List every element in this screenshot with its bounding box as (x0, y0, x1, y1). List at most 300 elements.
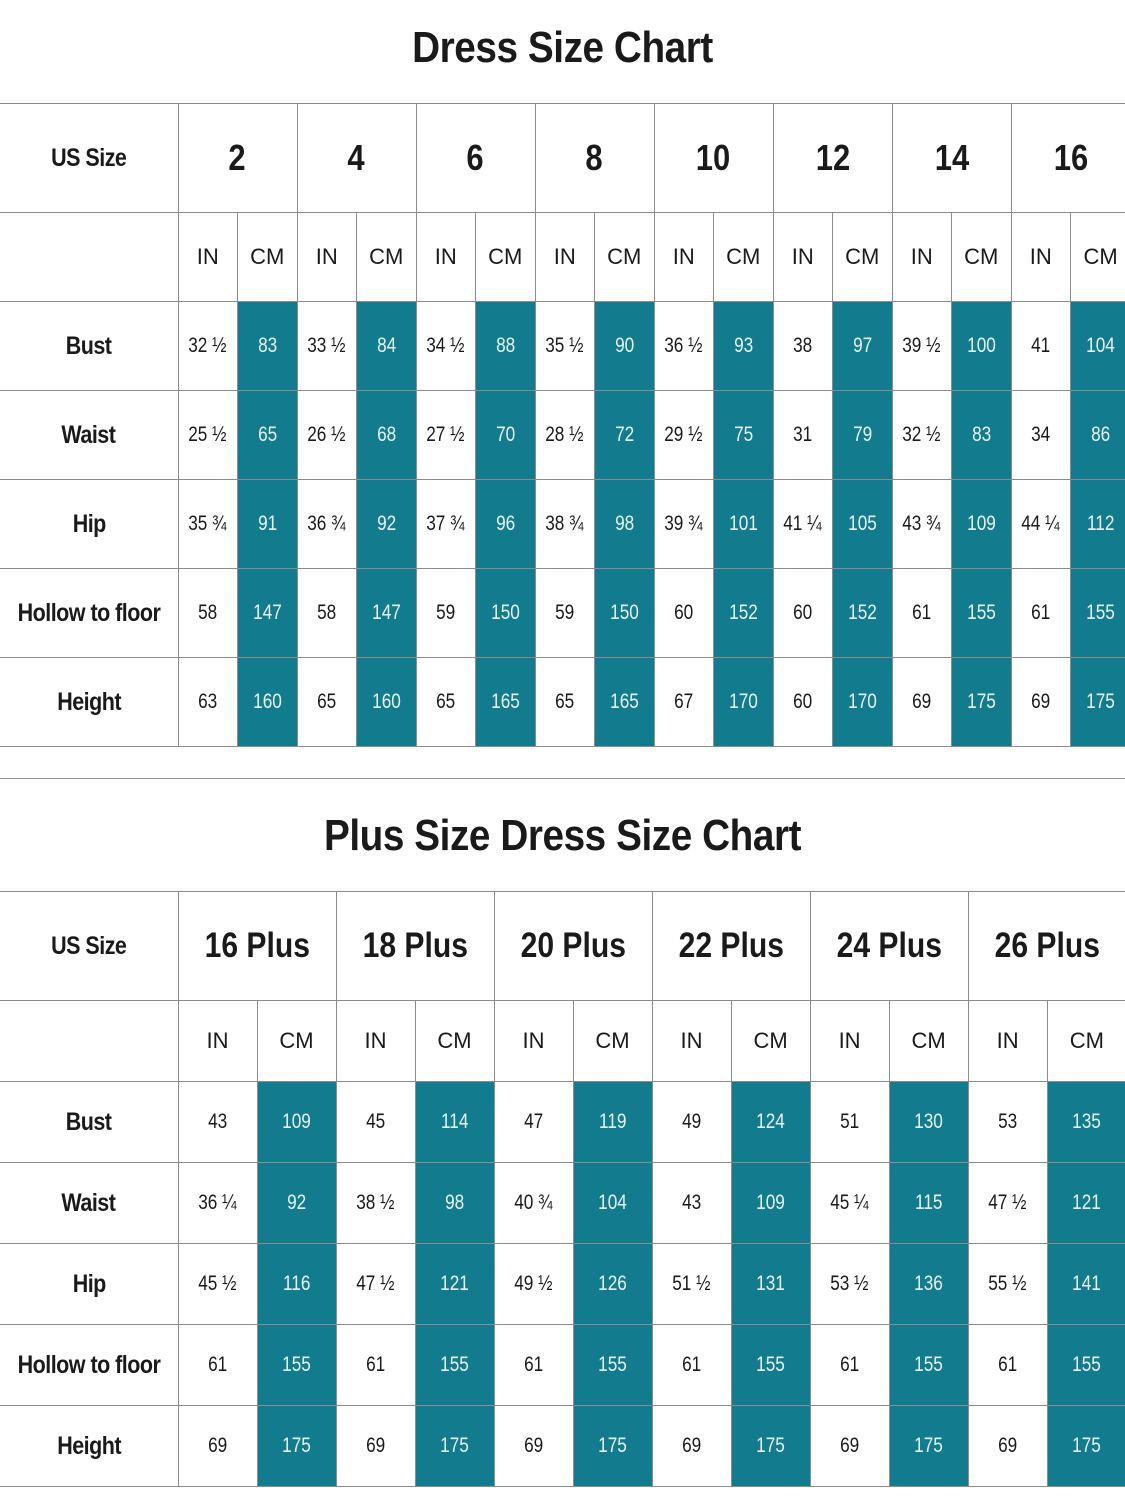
us-size-label (0, 892, 178, 1001)
measurement-label-text: Hip (72, 1269, 106, 1298)
value-in-cell (652, 1163, 731, 1244)
value-in-cell (810, 1082, 889, 1163)
value-in-cell (654, 480, 714, 569)
value-in-cell (892, 569, 952, 658)
value-in-cell (968, 1163, 1047, 1244)
value-in: 43 (681, 1191, 702, 1214)
empty-cell (0, 1001, 178, 1082)
value-in-cell (297, 391, 357, 480)
value-in-cell (654, 302, 714, 391)
value-in: 61 (523, 1353, 544, 1376)
value-cm: 91 (257, 512, 277, 535)
size-header (810, 892, 968, 1001)
value-in-cell (297, 480, 357, 569)
value-in-cell (494, 1082, 573, 1163)
value-in: 60 (793, 601, 813, 624)
measurement-label (0, 391, 178, 480)
value-cm-cell (257, 1406, 336, 1487)
value-in: 47 ½ (988, 1191, 1027, 1214)
value-cm: 155 (1086, 601, 1115, 624)
measurement-row (0, 1082, 1125, 1163)
value-cm: 75 (733, 423, 753, 446)
value-in-cell (336, 1325, 415, 1406)
measurement-label (0, 569, 178, 658)
value-cm-cell (1071, 658, 1125, 747)
value-in: 49 ½ (514, 1272, 553, 1295)
value-in: 53 ½ (830, 1272, 869, 1295)
value-in: 60 (674, 601, 694, 624)
value-in-cell (178, 658, 238, 747)
value-in: 61 (839, 1353, 860, 1376)
us-size-label-text: US Size (51, 143, 127, 172)
value-cm-cell (573, 1163, 652, 1244)
size-table (0, 103, 1125, 747)
value-cm: 175 (1072, 1434, 1102, 1457)
value-cm: 152 (847, 601, 877, 624)
value-in: 40 ¾ (514, 1191, 553, 1214)
value-cm-cell (357, 480, 417, 569)
unit-cm-header: CM (476, 213, 536, 302)
unit-cm-header: CM (595, 213, 655, 302)
value-cm-cell (1047, 1325, 1125, 1406)
value-in-cell (535, 302, 595, 391)
value-in-cell (494, 1244, 573, 1325)
size-header (654, 104, 773, 213)
value-cm-cell (952, 569, 1012, 658)
value-in: 41 ¼ (783, 512, 822, 535)
value-cm-cell (595, 391, 655, 480)
unit-cm-header: CM (714, 213, 774, 302)
value-in: 51 ½ (672, 1272, 711, 1295)
value-in-cell (178, 1244, 257, 1325)
value-cm: 84 (376, 334, 396, 357)
value-in-cell (968, 1082, 1047, 1163)
value-cm-cell (573, 1325, 652, 1406)
value-in: 34 ½ (426, 334, 465, 357)
value-in: 69 (1031, 690, 1051, 713)
measurement-label-text: Hollow to floor (17, 1350, 161, 1379)
value-in-cell (297, 569, 357, 658)
value-in: 32 ½ (902, 423, 941, 446)
value-cm: 175 (440, 1434, 469, 1457)
value-in: 59 (436, 601, 456, 624)
measurement-row (0, 391, 1125, 480)
size-header (773, 104, 892, 213)
value-in-cell (652, 1244, 731, 1325)
size-header-text: 16 Plus (204, 926, 310, 965)
unit-cm-header: CM (952, 213, 1012, 302)
value-in: 60 (793, 690, 813, 713)
unit-in-header: IN (535, 213, 595, 302)
value-cm-cell (595, 480, 655, 569)
value-cm: 165 (490, 690, 520, 713)
value-cm-cell (889, 1163, 968, 1244)
value-cm: 65 (257, 423, 277, 446)
value-cm-cell (573, 1406, 652, 1487)
unit-in-header: IN (178, 213, 238, 302)
value-in-cell (652, 1325, 731, 1406)
value-in: 41 (1031, 334, 1051, 357)
value-cm: 155 (1072, 1353, 1102, 1376)
value-in: 67 (674, 690, 694, 713)
value-in: 44 ¼ (1021, 512, 1060, 535)
value-in-cell (416, 480, 476, 569)
value-in: 38 ½ (356, 1191, 395, 1214)
unit-row (0, 1001, 1125, 1082)
unit-in-header: IN (968, 1001, 1047, 1082)
value-in: 47 ½ (356, 1272, 395, 1295)
value-in: 61 (997, 1353, 1018, 1376)
value-cm: 124 (756, 1110, 785, 1133)
value-in-cell (535, 658, 595, 747)
value-cm: 100 (966, 334, 996, 357)
unit-in-header: IN (810, 1001, 889, 1082)
value-in: 35 ½ (545, 334, 584, 357)
value-cm: 155 (756, 1353, 785, 1376)
value-cm: 93 (733, 334, 753, 357)
unit-cm-header: CM (357, 213, 417, 302)
value-in-cell (810, 1163, 889, 1244)
unit-in-header: IN (892, 213, 952, 302)
value-in-cell (336, 1406, 415, 1487)
size-header (178, 892, 336, 1001)
value-cm: 121 (440, 1272, 469, 1295)
value-cm-cell (833, 302, 893, 391)
us-size-label (0, 104, 178, 213)
value-cm: 155 (440, 1353, 469, 1376)
plus-size-dress-size-chart (0, 781, 1125, 1460)
size-header (968, 892, 1125, 1001)
value-in: 49 (681, 1110, 702, 1133)
value-cm-cell (476, 569, 536, 658)
value-cm-cell (238, 302, 298, 391)
value-in-cell (968, 1244, 1047, 1325)
value-cm: 155 (282, 1353, 311, 1376)
value-cm-cell (257, 1244, 336, 1325)
value-cm: 79 (852, 423, 872, 446)
value-cm-cell (731, 1082, 810, 1163)
value-cm-cell (476, 480, 536, 569)
value-cm-cell (415, 1406, 494, 1487)
value-in-cell (1011, 480, 1071, 569)
value-cm: 96 (495, 512, 515, 535)
value-cm-cell (595, 658, 655, 747)
measurement-label (0, 1406, 178, 1487)
value-cm: 175 (966, 690, 996, 713)
value-cm: 175 (1086, 690, 1115, 713)
value-cm: 109 (282, 1110, 311, 1133)
value-cm-cell (714, 391, 774, 480)
value-in: 36 ¾ (307, 512, 346, 535)
empty-cell (0, 213, 178, 302)
value-cm: 92 (376, 512, 396, 535)
size-header (892, 104, 1011, 213)
unit-in-header: IN (494, 1001, 573, 1082)
value-cm-cell (1047, 1082, 1125, 1163)
unit-cm-header: CM (257, 1001, 336, 1082)
section-divider (0, 778, 1125, 779)
value-cm: 104 (598, 1191, 627, 1214)
measurement-row (0, 658, 1125, 747)
unit-cm-header: CM (415, 1001, 494, 1082)
value-cm-cell (595, 302, 655, 391)
value-in: 61 (365, 1353, 386, 1376)
size-header-text: 22 Plus (678, 926, 784, 965)
value-cm-cell (357, 302, 417, 391)
value-in: 28 ½ (545, 423, 584, 446)
value-in-cell (494, 1163, 573, 1244)
value-cm-cell (1071, 391, 1125, 480)
value-cm-cell (952, 480, 1012, 569)
measurement-row (0, 1244, 1125, 1325)
size-header-text: 10 (696, 137, 731, 178)
value-cm: 72 (614, 423, 634, 446)
value-cm: 109 (966, 512, 996, 535)
value-in: 36 ¼ (198, 1191, 237, 1214)
value-cm: 175 (598, 1434, 627, 1457)
value-cm-cell (357, 391, 417, 480)
value-cm: 92 (286, 1191, 307, 1214)
value-in-cell (810, 1406, 889, 1487)
value-in-cell (654, 569, 714, 658)
value-cm: 135 (1072, 1110, 1102, 1133)
measurement-label-text: Hollow to floor (17, 598, 161, 627)
value-in-cell (535, 480, 595, 569)
value-in-cell (654, 658, 714, 747)
value-in: 33 ½ (307, 334, 346, 357)
value-cm: 136 (914, 1272, 943, 1295)
value-in: 39 ½ (902, 334, 941, 357)
value-in-cell (1011, 302, 1071, 391)
measurement-label (0, 480, 178, 569)
value-cm: 121 (1072, 1191, 1102, 1214)
value-cm-cell (1071, 569, 1125, 658)
measurement-label-text: Height (56, 687, 121, 716)
value-cm: 150 (490, 601, 520, 624)
size-header-text: 18 Plus (362, 926, 468, 965)
size-header (1011, 104, 1125, 213)
measurement-row (0, 302, 1125, 391)
measurement-label (0, 1325, 178, 1406)
value-cm: 155 (914, 1353, 943, 1376)
value-cm: 165 (609, 690, 639, 713)
value-in-cell (416, 658, 476, 747)
value-in-cell (336, 1082, 415, 1163)
value-cm: 88 (495, 334, 515, 357)
value-in-cell (892, 391, 952, 480)
value-cm: 126 (598, 1272, 627, 1295)
unit-in-header: IN (178, 1001, 257, 1082)
value-in: 45 (365, 1110, 386, 1133)
measurement-label (0, 1244, 178, 1325)
value-in: 45 ½ (198, 1272, 237, 1295)
size-header (297, 104, 416, 213)
measurement-label-text: Waist (61, 420, 116, 449)
value-in: 38 (793, 334, 813, 357)
value-cm-cell (731, 1244, 810, 1325)
value-in-cell (968, 1406, 1047, 1487)
value-cm: 160 (371, 690, 401, 713)
value-cm-cell (714, 302, 774, 391)
measurement-row (0, 1406, 1125, 1487)
value-in: 58 (198, 601, 218, 624)
unit-in-header: IN (297, 213, 357, 302)
size-header-row (0, 892, 1125, 1001)
value-in-cell (416, 302, 476, 391)
value-in: 26 ½ (307, 423, 346, 446)
value-in-cell (652, 1082, 731, 1163)
value-cm: 119 (598, 1110, 627, 1133)
measurement-label-text: Hip (72, 509, 106, 538)
value-cm: 105 (847, 512, 877, 535)
value-in-cell (178, 1082, 257, 1163)
value-in: 31 (793, 423, 813, 446)
value-cm-cell (573, 1244, 652, 1325)
value-in-cell (773, 480, 833, 569)
value-in: 65 (555, 690, 575, 713)
value-cm: 86 (1090, 423, 1111, 446)
value-cm: 160 (252, 690, 282, 713)
value-in: 59 (555, 601, 575, 624)
value-cm-cell (714, 658, 774, 747)
value-cm: 104 (1086, 334, 1115, 357)
measurement-label-text: Bust (65, 331, 112, 360)
value-in-cell (810, 1244, 889, 1325)
value-cm-cell (731, 1163, 810, 1244)
value-in: 43 (207, 1110, 228, 1133)
value-in-cell (1011, 391, 1071, 480)
value-cm-cell (415, 1325, 494, 1406)
value-cm-cell (573, 1082, 652, 1163)
value-in: 43 ¾ (902, 512, 941, 535)
value-cm: 152 (728, 601, 758, 624)
measurement-label (0, 658, 178, 747)
value-cm-cell (415, 1082, 494, 1163)
value-in-cell (1011, 569, 1071, 658)
value-cm: 141 (1072, 1272, 1102, 1295)
value-cm-cell (1047, 1406, 1125, 1487)
value-cm-cell (731, 1325, 810, 1406)
value-cm: 155 (966, 601, 996, 624)
value-in-cell (297, 302, 357, 391)
value-in-cell (1011, 658, 1071, 747)
value-cm: 90 (614, 334, 634, 357)
measurement-label (0, 1082, 178, 1163)
value-cm-cell (952, 658, 1012, 747)
value-cm-cell (1071, 302, 1125, 391)
value-cm-cell (1047, 1163, 1125, 1244)
value-in: 36 ½ (664, 334, 703, 357)
unit-in-header: IN (652, 1001, 731, 1082)
measurement-row (0, 1163, 1125, 1244)
value-cm: 98 (614, 512, 634, 535)
value-cm: 131 (756, 1272, 785, 1295)
us-size-label-text: US Size (51, 931, 127, 960)
size-header-text: 12 (815, 137, 850, 178)
value-in: 61 (1031, 601, 1051, 624)
value-in: 38 ¾ (545, 512, 584, 535)
value-cm-cell (415, 1244, 494, 1325)
size-header (535, 104, 654, 213)
unit-in-header: IN (773, 213, 833, 302)
value-in-cell (773, 391, 833, 480)
value-in: 61 (681, 1353, 702, 1376)
value-cm-cell (357, 569, 417, 658)
measurement-row (0, 569, 1125, 658)
value-in: 47 (523, 1110, 544, 1133)
value-in: 61 (207, 1353, 228, 1376)
value-in: 51 (839, 1110, 860, 1133)
value-in: 69 (839, 1434, 860, 1457)
size-header (652, 892, 810, 1001)
value-in-cell (535, 569, 595, 658)
value-cm: 115 (914, 1191, 943, 1214)
measurement-label-text: Waist (61, 1188, 116, 1217)
measurement-label-text: Height (56, 1431, 121, 1460)
measurement-label (0, 1163, 178, 1244)
value-cm-cell (476, 302, 536, 391)
value-in-cell (773, 302, 833, 391)
value-cm-cell (714, 569, 774, 658)
value-cm: 112 (1086, 512, 1115, 535)
value-in-cell (178, 1325, 257, 1406)
value-in-cell (892, 658, 952, 747)
size-header-text: 14 (934, 137, 969, 178)
value-cm: 175 (756, 1434, 785, 1457)
value-cm-cell (1071, 480, 1125, 569)
value-in-cell (336, 1244, 415, 1325)
value-in-cell (652, 1406, 731, 1487)
value-cm-cell (476, 658, 536, 747)
value-in-cell (535, 391, 595, 480)
value-in: 69 (365, 1434, 386, 1457)
value-in-cell (178, 391, 238, 480)
value-in-cell (178, 1406, 257, 1487)
value-cm-cell (1047, 1244, 1125, 1325)
value-in: 37 ¾ (426, 512, 465, 535)
value-in-cell (968, 1325, 1047, 1406)
value-cm-cell (952, 302, 1012, 391)
value-in: 32 ½ (188, 334, 227, 357)
value-in: 39 ¾ (664, 512, 703, 535)
value-in: 35 ¾ (188, 512, 227, 535)
value-in-cell (773, 569, 833, 658)
value-cm-cell (476, 391, 536, 480)
size-header (494, 892, 652, 1001)
value-cm-cell (731, 1406, 810, 1487)
value-in: 69 (681, 1434, 702, 1457)
value-cm-cell (889, 1082, 968, 1163)
value-cm-cell (415, 1163, 494, 1244)
value-cm: 83 (257, 334, 277, 357)
value-cm: 109 (756, 1191, 785, 1214)
value-in: 61 (912, 601, 932, 624)
value-cm-cell (238, 391, 298, 480)
value-in: 69 (207, 1434, 228, 1457)
value-in: 69 (912, 690, 932, 713)
value-in: 25 ½ (188, 423, 227, 446)
value-in: 27 ½ (426, 423, 465, 446)
value-in: 55 ½ (988, 1272, 1027, 1295)
size-header-text: 16 (1053, 137, 1089, 178)
value-cm: 147 (371, 601, 401, 624)
value-in-cell (892, 302, 952, 391)
value-cm-cell (238, 480, 298, 569)
size-header-text: 4 (347, 137, 366, 178)
value-cm: 97 (852, 334, 872, 357)
measurement-row (0, 480, 1125, 569)
value-cm-cell (595, 569, 655, 658)
